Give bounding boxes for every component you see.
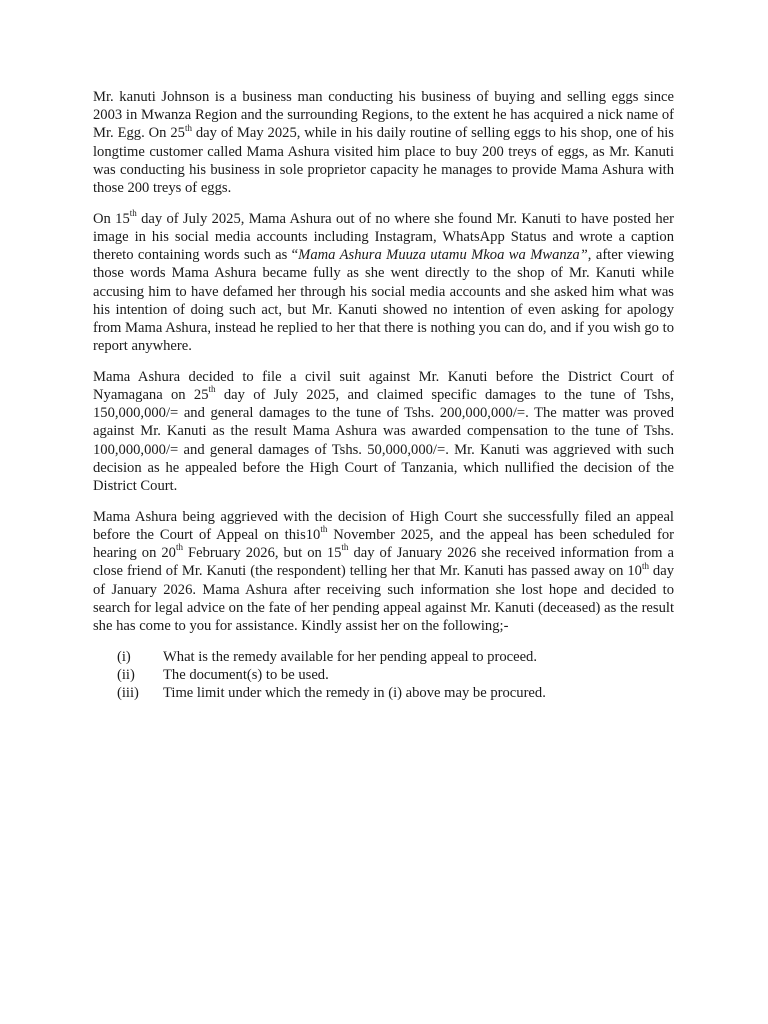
paragraph-4 (93, 508, 674, 635)
text-segment: Mama Ashura decided to file a civil suit against Mr. Kanuti before the District Court of Nyamagana on 25 (93, 368, 674, 404)
paragraph-3 (93, 368, 674, 495)
text-segment: day of July 2025, Mama Ashura out of no where she found Mr. Kanuti to have posted her image in his social media accounts including Instagram, WhatsApp Status and wrote a caption thereto containing words such as “ (93, 210, 674, 264)
text-segment: day of May 2025, while in his daily routine of selling eggs to his shop, one of his longtime customer called Mama Ashura visited him place to buy 200 treys of eggs, as Mr. Kanuti was conducting his business in sole proprietor capacity he manages to provide Mama Ashura with those 200 treys of eggs. (93, 125, 674, 197)
text-segment: February 2026, but on 15 (183, 545, 342, 562)
question-text: What is the remedy available for her pending appeal to proceed. (163, 648, 538, 665)
text-segment: day of July 2025, and claimed specific damages to the tune of Tshs, 150,000,000/= and general damages to the tune of Tshs. 200,000,000/=. The matter was proved against Mr. Kanuti as the result Mama Ashura was awarded compensation to the tune of Tshs. 100,000,000/= and general damages of Tshs. 50,000,000/=. Mr. Kanuti was aggrieved with such decision as he appealed before the High Court of Tanzania, which nullified the decision of the District Court. (93, 387, 674, 495)
text-segment: Mama Ashura being aggrieved with the decision of High Court she successfully filed an appeal before the Court of Appeal on this10 (93, 508, 674, 543)
ordinal-suffix: th (129, 207, 137, 218)
ordinal-suffix: th (184, 122, 192, 133)
paragraph-1 (93, 88, 674, 197)
question-item (93, 666, 674, 684)
ordinal-suffix: th (641, 560, 649, 571)
question-list (93, 648, 674, 703)
text-segment: On 15 (93, 210, 130, 227)
text-segment: day of January 2026. Mama Ashura after receiving such information she lost hope and decided to search for legal advice on the fate of her pending appeal against Mr. Kanuti (deceased) as the result she has come to you for assistance. Kindly assist her on the following;- (93, 563, 674, 634)
text-segment: November 2025, and the appeal has been scheduled for hearing on 20 (93, 526, 674, 562)
text-segment: day of January 2026 she received information from a close friend of Mr. Kanuti (the respondent) telling her that Mr. Kanuti has passed away on 10 (93, 545, 674, 580)
quoted-caption: Mama Ashura Muuza utamu Mkoa wa Mwanza” (298, 247, 588, 264)
question-number: (ii) (117, 666, 135, 683)
question-number: (i) (117, 648, 131, 665)
text-segment: Mr. kanuti Johnson is a business man conducting his business of buying and selling eggs since 2003 in Mwanza Region and the surrounding Regions, to the extent he has acquired a nick name of Mr. Egg. On 25 (93, 89, 674, 142)
question-item (93, 684, 674, 702)
question-number: (iii) (117, 685, 139, 702)
question-item (93, 648, 674, 666)
paragraph-2 (93, 207, 674, 356)
question-text: The document(s) to be used. (163, 666, 329, 683)
ordinal-suffix: th (341, 542, 349, 553)
ordinal-suffix: th (175, 542, 183, 553)
question-text: Time limit under which the remedy in (i) above may be procured. (163, 685, 546, 702)
text-segment: , after viewing those words Mama Ashura became fully as she went directly to the shop of Mr. Kanuti while accusing him to have defamed her through his social media accounts and she asked him what was his intention of doing such act, but Mr. Kanuti showed no intention of even asking for apology from Mama Ashura, instead he replied to her that there is nothing you can do, and if you wish go to report anywhere. (93, 247, 674, 355)
ordinal-suffix: th (208, 384, 216, 395)
case-facts (93, 88, 674, 635)
ordinal-suffix: th (320, 524, 328, 535)
document-page (93, 88, 674, 702)
